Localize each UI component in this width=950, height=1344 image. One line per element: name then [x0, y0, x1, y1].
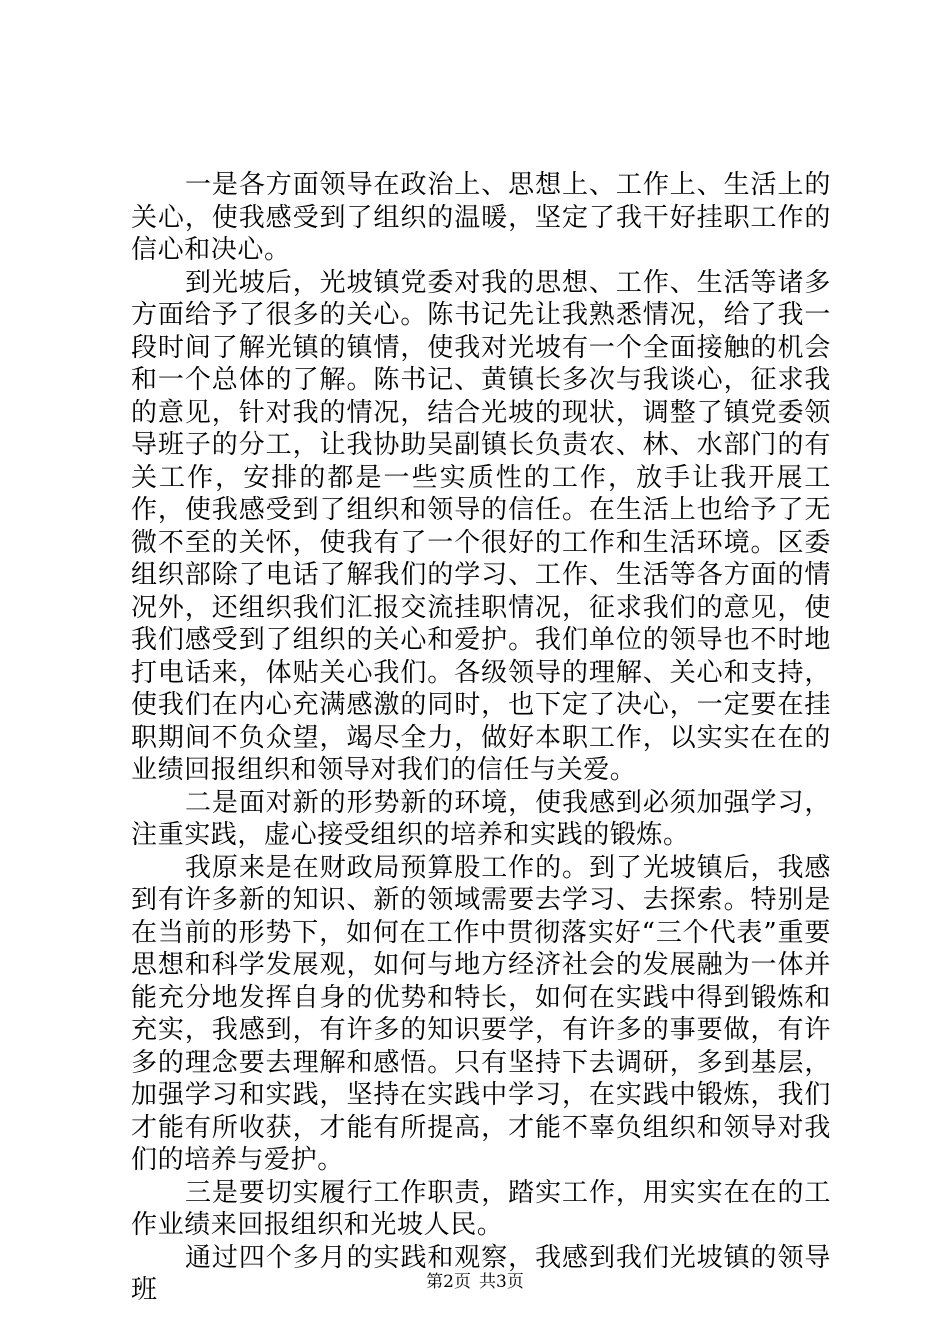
page-number: 第2页 — [426, 1272, 471, 1292]
paragraph-6: 通过四个多月的实践和观察，我感到我们光坡镇的领导班 — [131, 1242, 831, 1305]
document-body — [131, 169, 831, 1307]
page-footer — [0, 1272, 950, 1292]
paragraph-3: 二是面对新的形势新的环境，使我感到必须加强学习，注重实践，虚心接受组织的培养和实践的锻炼。 — [131, 787, 831, 850]
paragraph-5: 三是要切实履行工作职责，踏实工作，用实实在在的工作业绩来回报组织和光坡人民。 — [131, 1177, 831, 1240]
page-total: 共3页 — [479, 1272, 524, 1292]
paragraph-4: 我原来是在财政局预算股工作的。到了光坡镇后，我感到有许多新的知识、新的领域需要去学习、去探索。特别是在当前的形势下，如何在工作中贯彻落实好“三个代表”重要思想和科学发展观，如何与地方经济社会的发展融为一体并能充分地发挥自身的优势和特长，如何在实践中得到锻炼和充实，我感到，有许多的知识要学，有许多的事要做，有许多的理念要去理解和感悟。只有坚持下去调研，多到基层，加强学习和实践，坚持在实践中学习，在实践中锻炼，我们才能有所收获，才能有所提高，才能不辜负组织和领导对我们的培养与爱护。 — [131, 852, 831, 1175]
paragraph-1: 一是各方面领导在政治上、思想上、工作上、生活上的关心，使我感受到了组织的温暖，坚定了我干好挂职工作的信心和决心。 — [131, 170, 831, 265]
paragraph-2: 到光坡后，光坡镇党委对我的思想、工作、生活等诸多方面给予了很多的关心。陈书记先让我熟悉情况，给了我一段时间了解光镇的镇情，使我对光坡有一个全面接触的机会和一个总体的了解。陈书记、黄镇长多次与我谈心，征求我的意见，针对我的情况，结合光坡的现状，调整了镇党委领导班子的分工，让我协助吴副镇长负责农、林、水部门的有关工作，安排的都是一些实质性的工作，放手让我开展工作，使我感受到了组织和领导的信任。在生活上也给予了无微不至的关怀，使我有了一个很好的工作和生活环境。区委组织部除了电话了解我们的学习、工作、生活等各方面的情况外，还组织我们汇报交流挂职情况，征求我们的意见，使我们感受到了组织的关心和爱护。我们单位的领导也不时地打电话来，体贴关心我们。各级领导的理解、关心和支持，使我们在内心充满感激的同时，也下定了决心，一定要在挂职期间不负众望，竭尽全力，做好本职工作，以实实在在的业绩回报组织和领导对我们的信任与关爱。 — [131, 267, 831, 785]
